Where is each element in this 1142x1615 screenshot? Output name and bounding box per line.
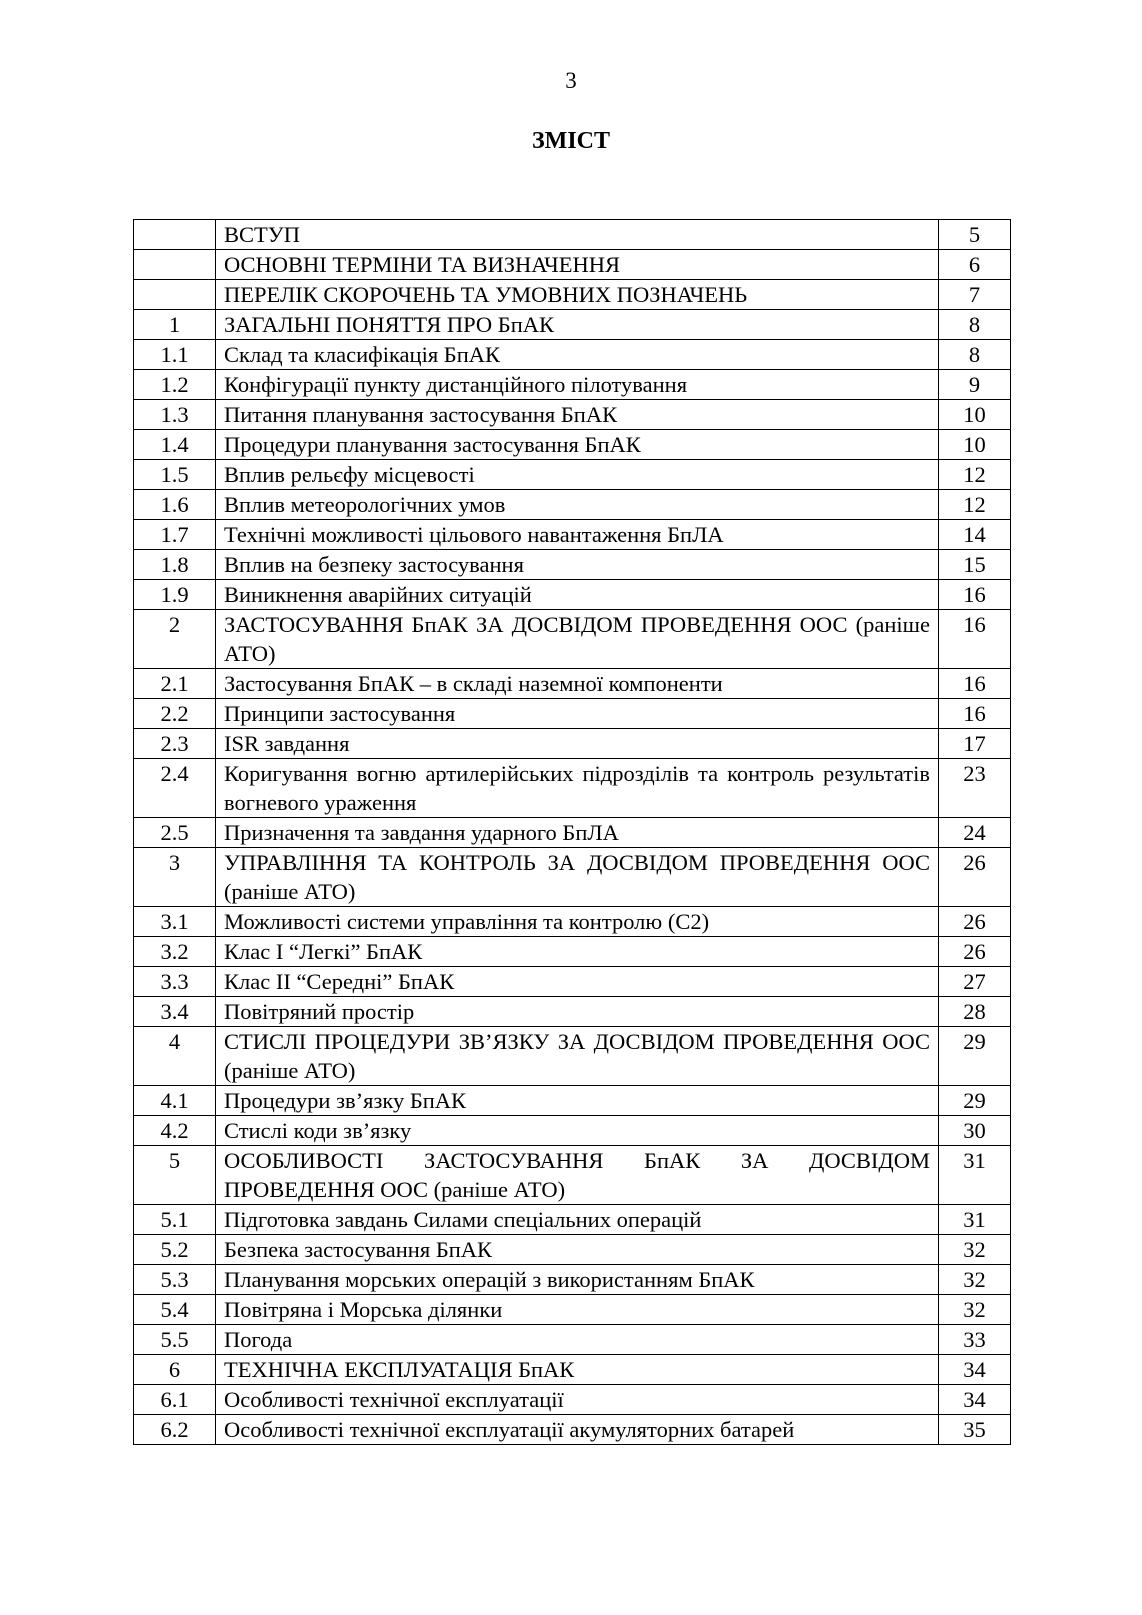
toc-section-title: Планування морських операцій з використанням БпАК (216, 1265, 939, 1295)
toc-section-title: ВСТУП (216, 220, 939, 250)
toc-page-number: 28 (939, 997, 1011, 1027)
toc-section-title: Особливості технічної експлуатації (216, 1385, 939, 1415)
toc-row (134, 550, 1011, 580)
toc-row (134, 1086, 1011, 1116)
toc-page-number: 17 (939, 729, 1011, 759)
toc-section-number: 6 (134, 1355, 216, 1385)
toc-page-number: 10 (939, 430, 1011, 460)
toc-section-title: Процедури планування застосування БпАК (216, 430, 939, 460)
toc-row (134, 937, 1011, 967)
toc-section-title: Питання планування застосування БпАК (216, 400, 939, 430)
toc-row (134, 1205, 1011, 1235)
toc-section-title: Призначення та завдання ударного БпЛА (216, 818, 939, 848)
toc-page-number: 31 (939, 1146, 1011, 1205)
toc-row (134, 1415, 1011, 1445)
toc-section-number: 2.3 (134, 729, 216, 759)
toc-section-title: Застосування БпАК – в складі наземної компоненти (216, 669, 939, 699)
toc-section-title: Принципи застосування (216, 699, 939, 729)
toc-section-number: 6.1 (134, 1385, 216, 1415)
toc-section-title: ТЕХНІЧНА ЕКСПЛУАТАЦІЯ БпАК (216, 1355, 939, 1385)
toc-section-title: Виникнення аварійних ситуацій (216, 580, 939, 610)
toc-row (134, 610, 1011, 669)
toc-page-number: 16 (939, 669, 1011, 699)
toc-section-number: 1.4 (134, 430, 216, 460)
toc-page-number: 9 (939, 370, 1011, 400)
toc-row (134, 1265, 1011, 1295)
toc-page-number: 35 (939, 1415, 1011, 1445)
toc-section-number: 5 (134, 1146, 216, 1205)
toc-section-number (134, 250, 216, 280)
toc-page-number: 26 (939, 907, 1011, 937)
toc-section-title: Коригування вогню артилерійських підрозділів та контроль результатів вогневого ураження (216, 759, 939, 818)
toc-section-title: ЗАГАЛЬНІ ПОНЯТТЯ ПРО БпАК (216, 310, 939, 340)
toc-row (134, 1146, 1011, 1205)
toc-page-number: 16 (939, 610, 1011, 669)
toc-row (134, 1325, 1011, 1355)
toc-row (134, 1355, 1011, 1385)
toc-section-number: 1.1 (134, 340, 216, 370)
toc-page-number: 8 (939, 340, 1011, 370)
toc-page-number: 27 (939, 967, 1011, 997)
toc-page-number: 14 (939, 520, 1011, 550)
toc-section-number: 1.8 (134, 550, 216, 580)
toc-section-number: 1.2 (134, 370, 216, 400)
toc-page-number: 32 (939, 1235, 1011, 1265)
toc-row (134, 520, 1011, 550)
toc-section-number (134, 220, 216, 250)
toc-row (134, 1235, 1011, 1265)
toc-section-title: Повітряний простір (216, 997, 939, 1027)
toc-section-number: 3.2 (134, 937, 216, 967)
toc-section-number (134, 280, 216, 310)
toc-page-number: 15 (939, 550, 1011, 580)
toc-section-title: Повітряна і Морська ділянки (216, 1295, 939, 1325)
toc-row (134, 370, 1011, 400)
toc-section-title: Технічні можливості цільового навантаження БпЛА (216, 520, 939, 550)
toc-section-number: 1.7 (134, 520, 216, 550)
toc-section-number: 1.9 (134, 580, 216, 610)
toc-page-number: 34 (939, 1355, 1011, 1385)
toc-page-number: 12 (939, 460, 1011, 490)
toc-page-number: 29 (939, 1027, 1011, 1086)
toc-row (134, 490, 1011, 520)
toc-section-number: 4.2 (134, 1116, 216, 1146)
toc-section-number: 3.1 (134, 907, 216, 937)
toc-section-number: 5.4 (134, 1295, 216, 1325)
toc-row (134, 1385, 1011, 1415)
toc-section-title: Склад та класифікація БпАК (216, 340, 939, 370)
toc-section-number: 2.5 (134, 818, 216, 848)
toc-section-number: 3.4 (134, 997, 216, 1027)
toc-row (134, 699, 1011, 729)
toc-section-number: 2.1 (134, 669, 216, 699)
toc-section-number: 2 (134, 610, 216, 669)
toc-page-number: 5 (939, 220, 1011, 250)
toc-row (134, 580, 1011, 610)
toc-section-number: 6.2 (134, 1415, 216, 1445)
toc-page-number: 30 (939, 1116, 1011, 1146)
toc-section-number: 5.3 (134, 1265, 216, 1295)
toc-page-number: 8 (939, 310, 1011, 340)
toc-section-number: 4 (134, 1027, 216, 1086)
toc-section-title: Особливості технічної експлуатації акумуляторних батарей (216, 1415, 939, 1445)
toc-section-title: ЗАСТОСУВАННЯ БпАК ЗА ДОСВІДОМ ПРОВЕДЕННЯ ООС (раніше АТО) (216, 610, 939, 669)
toc-section-title: Конфігурації пункту дистанційного пілотування (216, 370, 939, 400)
toc-section-number: 5.5 (134, 1325, 216, 1355)
toc-section-title: Погода (216, 1325, 939, 1355)
toc-section-title: Вплив метеорологічних умов (216, 490, 939, 520)
toc-section-number: 3.3 (134, 967, 216, 997)
toc-section-title: ISR завдання (216, 729, 939, 759)
toc-page-number: 16 (939, 580, 1011, 610)
toc-page-number: 29 (939, 1086, 1011, 1116)
toc-section-title: Вплив рельєфу місцевості (216, 460, 939, 490)
toc-row (134, 729, 1011, 759)
toc-page-number: 26 (939, 937, 1011, 967)
page-title: ЗМІСТ (532, 128, 610, 154)
toc-page-number: 31 (939, 1205, 1011, 1235)
toc-page-number: 33 (939, 1325, 1011, 1355)
toc-section-number: 2.4 (134, 759, 216, 818)
toc-section-title: Стислі коди зв’язку (216, 1116, 939, 1146)
toc-row (134, 818, 1011, 848)
toc-section-number: 5.1 (134, 1205, 216, 1235)
toc-page-number: 32 (939, 1265, 1011, 1295)
toc-section-number: 5.2 (134, 1235, 216, 1265)
toc-section-number: 3 (134, 848, 216, 907)
toc-row (134, 848, 1011, 907)
toc-page-number: 23 (939, 759, 1011, 818)
toc-section-number: 1.6 (134, 490, 216, 520)
toc-section-number: 1 (134, 310, 216, 340)
toc-row (134, 220, 1011, 250)
toc-section-number: 1.3 (134, 400, 216, 430)
toc-row (134, 400, 1011, 430)
toc-page-number: 24 (939, 818, 1011, 848)
toc-row (134, 310, 1011, 340)
toc-page-number: 12 (939, 490, 1011, 520)
toc-section-title: Клас I “Легкі” БпАК (216, 937, 939, 967)
toc-row (134, 250, 1011, 280)
toc-section-title: Можливості системи управління та контролю (С2) (216, 907, 939, 937)
toc-page-number: 10 (939, 400, 1011, 430)
toc-section-title: Підготовка завдань Силами спеціальних операцій (216, 1205, 939, 1235)
toc-section-title: СТИСЛІ ПРОЦЕДУРИ ЗВ’ЯЗКУ ЗА ДОСВІДОМ ПРОВЕДЕННЯ ООС (раніше АТО) (216, 1027, 939, 1086)
toc-body (134, 220, 1011, 1445)
toc-section-title: ОСНОВНІ ТЕРМІНИ ТА ВИЗНАЧЕННЯ (216, 250, 939, 280)
toc-page-number: 32 (939, 1295, 1011, 1325)
toc-page-number: 26 (939, 848, 1011, 907)
toc-section-title: Клас II “Середні” БпАК (216, 967, 939, 997)
toc-row (134, 280, 1011, 310)
toc-page-number: 16 (939, 699, 1011, 729)
toc-section-number: 1.5 (134, 460, 216, 490)
page-number: 3 (565, 68, 577, 93)
toc-row (134, 907, 1011, 937)
toc-row (134, 460, 1011, 490)
toc-row (134, 1116, 1011, 1146)
toc-page-number: 34 (939, 1385, 1011, 1415)
toc-row (134, 669, 1011, 699)
toc-page-number: 6 (939, 250, 1011, 280)
toc-row (134, 340, 1011, 370)
toc-section-number: 4.1 (134, 1086, 216, 1116)
toc-section-title: УПРАВЛІННЯ ТА КОНТРОЛЬ ЗА ДОСВІДОМ ПРОВЕДЕННЯ ООС (раніше АТО) (216, 848, 939, 907)
toc-section-title: Безпека застосування БпАК (216, 1235, 939, 1265)
toc-section-title: Процедури зв’язку БпАК (216, 1086, 939, 1116)
toc-section-title: Вплив на безпеку застосування (216, 550, 939, 580)
toc-row (134, 967, 1011, 997)
toc-page-number: 7 (939, 280, 1011, 310)
toc-row (134, 1027, 1011, 1086)
toc-row (134, 997, 1011, 1027)
toc-section-number: 2.2 (134, 699, 216, 729)
toc-section-title: ОСОБЛИВОСТІ ЗАСТОСУВАННЯ БпАК ЗА ДОСВІДОМ ПРОВЕДЕННЯ ООС (раніше АТО) (216, 1146, 939, 1205)
toc-section-title: ПЕРЕЛІК СКОРОЧЕНЬ ТА УМОВНИХ ПОЗНАЧЕНЬ (216, 280, 939, 310)
toc-row (134, 759, 1011, 818)
toc-row (134, 1295, 1011, 1325)
table-of-contents (133, 219, 1011, 1445)
toc-row (134, 430, 1011, 460)
